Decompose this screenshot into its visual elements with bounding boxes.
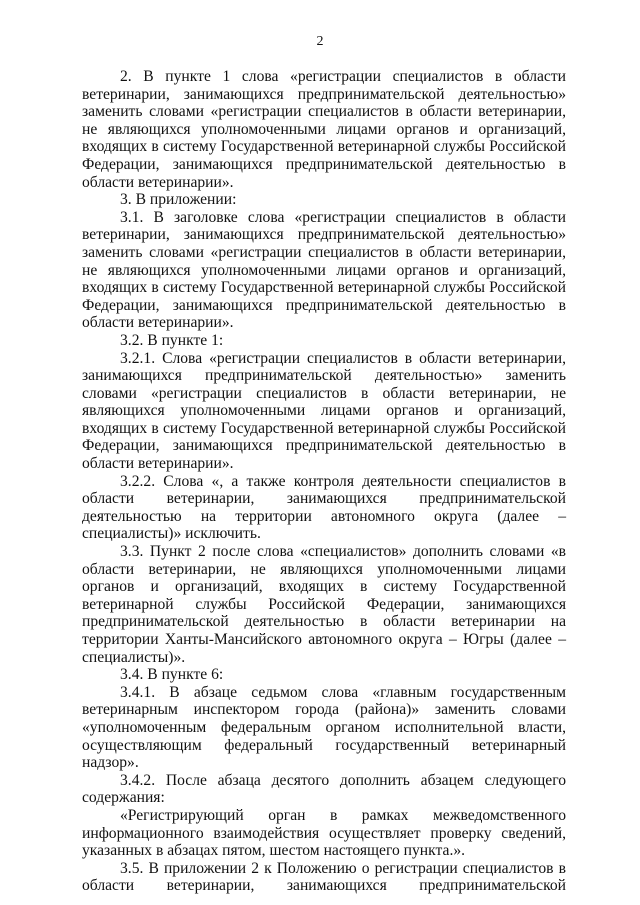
paragraph-3-5: 3.5. В приложении 2 к Положению о регистрации специалистов в области ветеринарии, занимающихся предпринимательской xyxy=(82,859,566,895)
paragraph-3-2: 3.2. В пункте 1: xyxy=(120,331,224,349)
paragraph-3-4-1: 3.4.1. В абзаце седьмом слова «главным государственным ветеринарным инспектором города (района)» заменить словами «уполномоченным федеральным органом исполнительной власти, осуществляющим федеральный государственный ветеринарный надзор». xyxy=(82,683,566,772)
paragraph-3: 3. В приложении: xyxy=(120,191,237,209)
inserted-paragraph: «Регистрирующий орган в рамках межведомственного информационного взаимодействия осуществляет проверку сведений, указанных в абзацах пятом, шестом настоящего пункта.». xyxy=(82,806,566,860)
page-number: 2 xyxy=(316,34,324,49)
paragraph-3-3: 3.3. Пункт 2 после слова «специалистов» дополнить словами «в области ветеринарии, не являющихся уполномоченными лицами органов и организаций, входящих в систему Государственной ветеринарной службы Российской Федерации, занимающихся предпринимательской деятельностью в области ветеринарии на территории Ханты-Мансийского автономного округа – Югры (далее – специалисты)». xyxy=(82,543,566,666)
paragraph-3-2-2: 3.2.2. Слова «, а также контроля деятельности специалистов в области ветеринарии, занимающихся предпринимательской деятельностью на территории автономного округа (далее – специалисты)» исключить. xyxy=(82,472,566,543)
paragraph-3-2-1: 3.2.1. Слова «регистрации специалистов в области ветеринарии, занимающихся предпринимательской деятельностью» заменить словами «регистрации специалистов в области ветеринарии, не являющихся уполномоченными лицами органов и организаций, входящих в систему Государственной ветеринарной службы Российской Федерации, занимающихся предпринимательской деятельностью в области ветеринарии». xyxy=(82,349,566,473)
paragraph-3-1: 3.1. В заголовке слова «регистрации специалистов в области ветеринарии, занимающихся предпринимательской деятельностью» заменить словами «регистрации специалистов в области ветеринарии, не являющихся уполномоченными лицами органов и организаций, входящих в систему Государственной ветеринарной службы Российской Федерации, занимающихся предпринимательской деятельностью в области ветеринарии». xyxy=(82,208,566,332)
paragraph-3-4: 3.4. В пункте 6: xyxy=(120,666,224,684)
paragraph-2: 2. В пункте 1 слова «регистрации специалистов в области ветеринарии, занимающихся предпринимательской деятельностью» заменить словами «регистрации специалистов в области ветеринарии, не являющихся уполномоченными лицами органов и организаций, входящих в систему Государственной ветеринарной службы Российской Федерации, занимающихся предпринимательской деятельностью в области ветеринарии». xyxy=(82,68,566,191)
paragraph-3-4-2: 3.4.2. После абзаца десятого дополнить абзацем следующего содержания: xyxy=(82,771,566,807)
document-body xyxy=(82,68,566,895)
